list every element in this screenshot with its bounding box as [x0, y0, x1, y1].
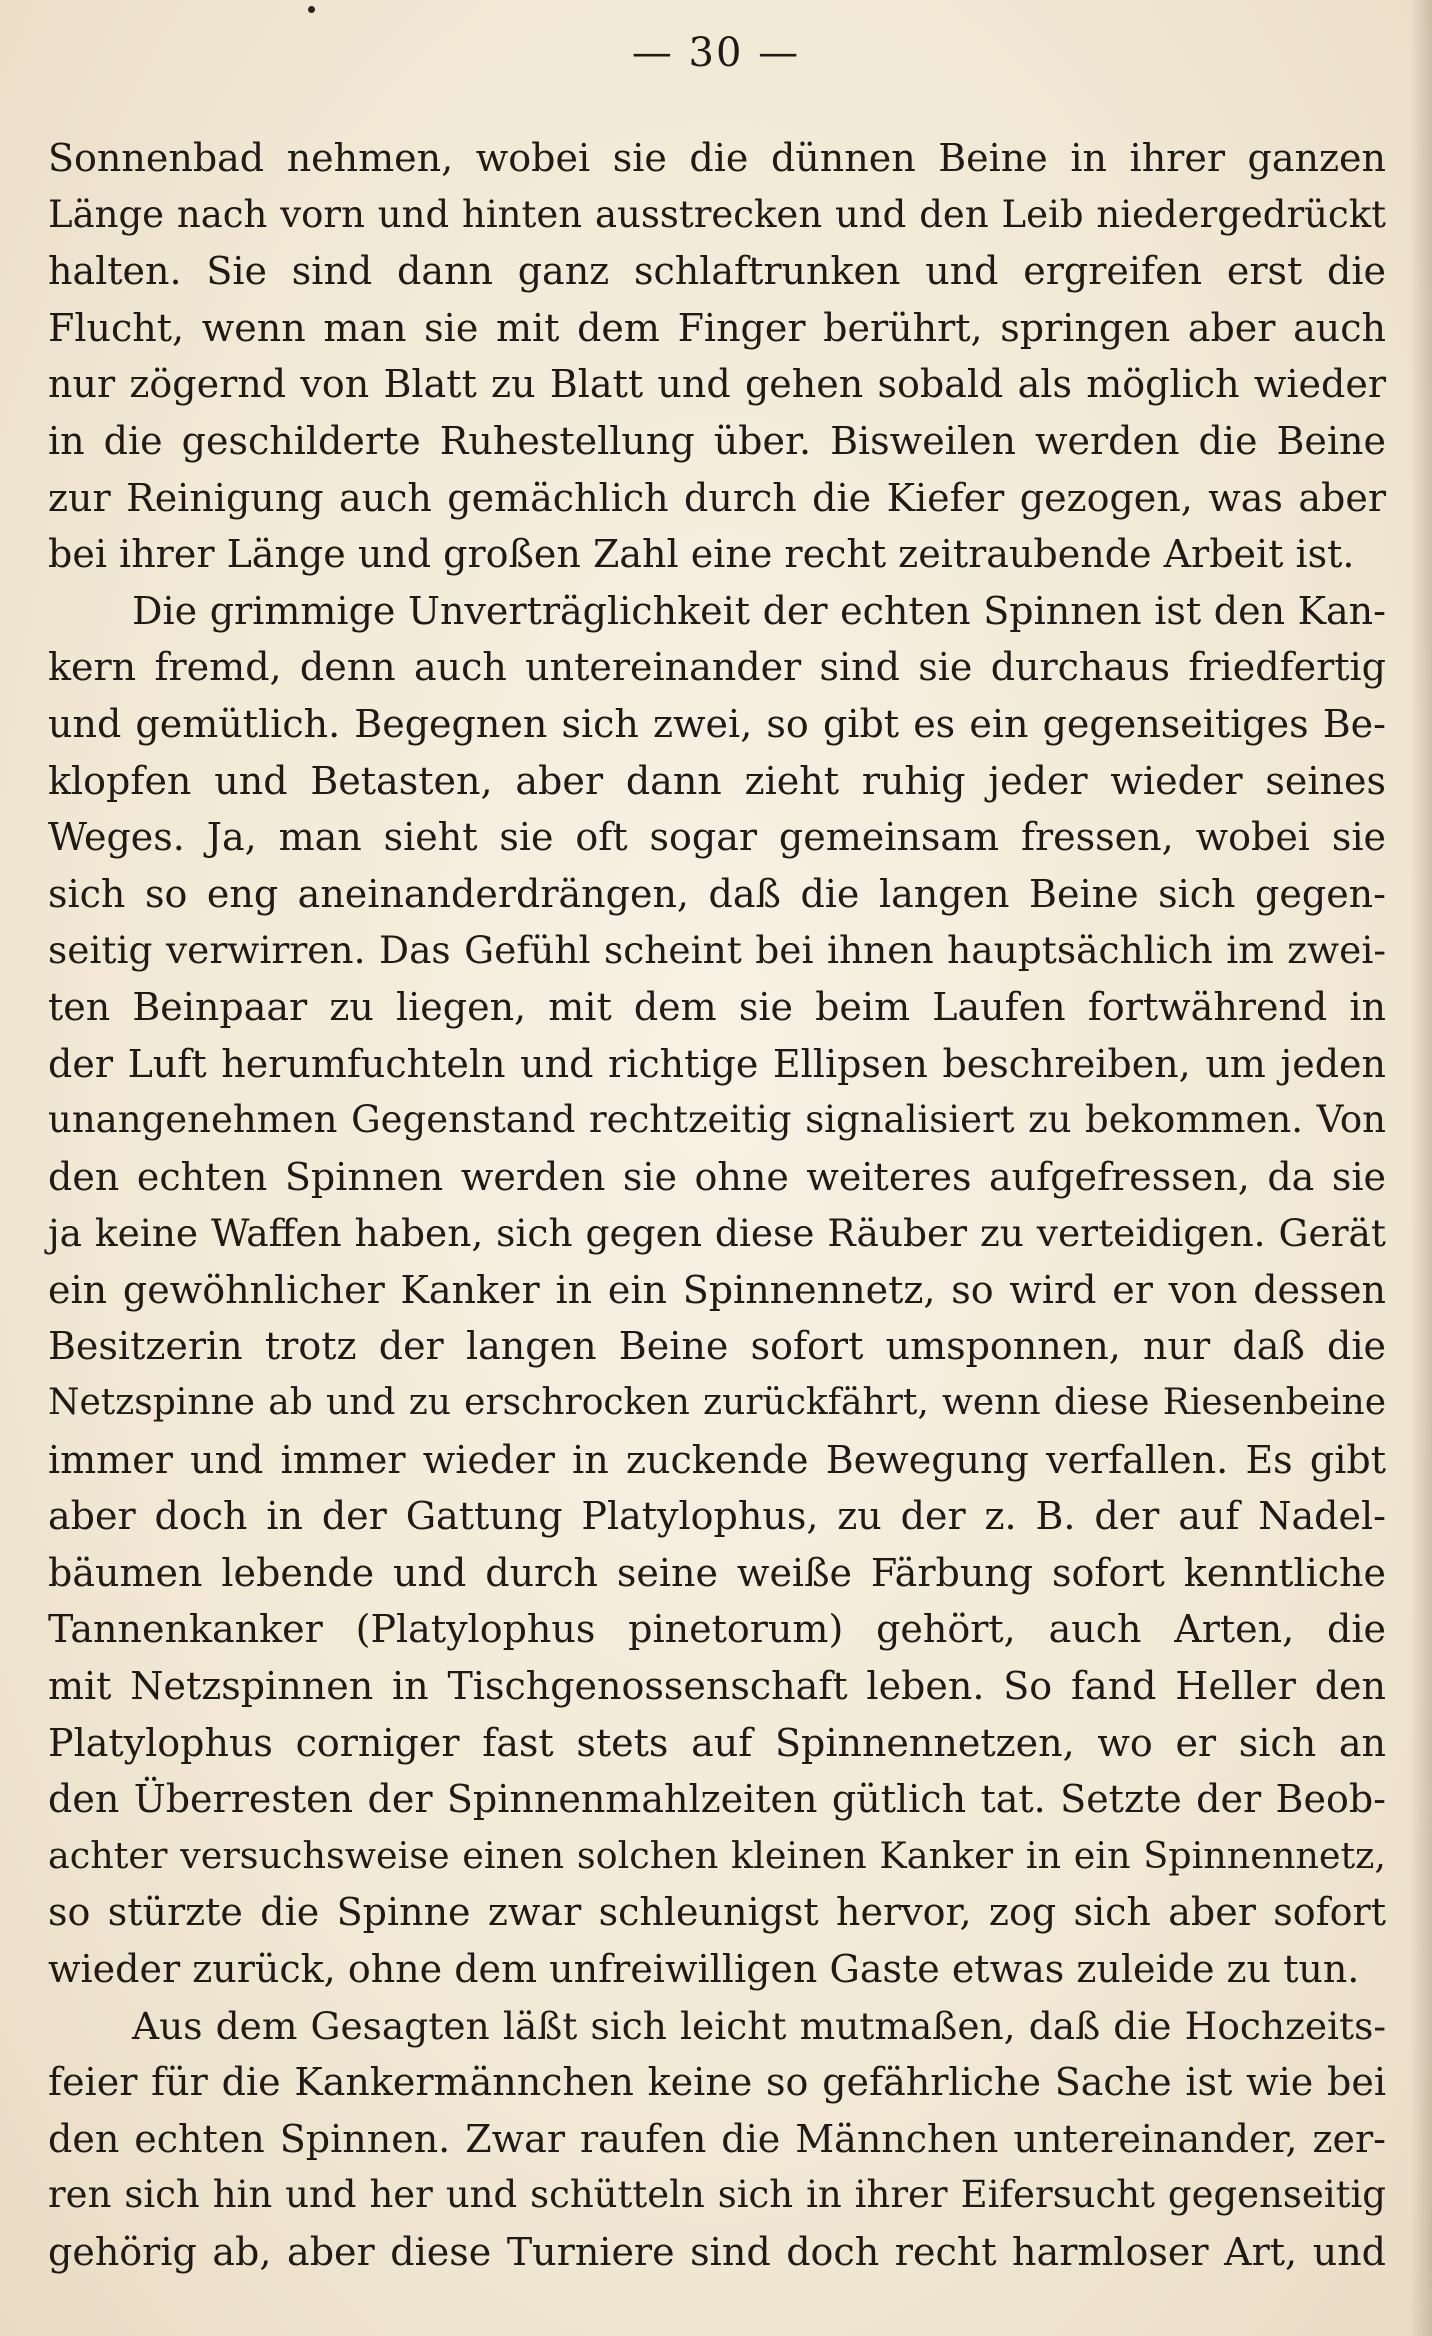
- text-line: Die grimmige Unverträglichkeit der echten Spinnen ist den Kan-: [132, 588, 1386, 633]
- text-line: den Überresten der Spinnenmahlzeiten gütlich tat. Setzte der Beob-: [48, 1777, 1386, 1822]
- text-line: den echten Spinnen werden sie ohne weiteres aufgefressen, da sie: [48, 1154, 1386, 1199]
- text-line: Netzspinne ab und zu erschrocken zurückfährt, wenn diese Riesenbeine: [48, 1382, 1386, 1424]
- text-line: Platylophus corniger fast stets auf Spinnennetzen, wo er sich an: [48, 1720, 1386, 1765]
- text-line: Besitzerin trotz der langen Beine sofort umsponnen, nur daß die: [48, 1324, 1386, 1369]
- text-line: nur zögernd von Blatt zu Blatt und gehen sobald als möglich wieder: [48, 362, 1386, 407]
- page-number: — 30 —: [631, 30, 801, 76]
- text-line: so stürzte die Spinne zwar schleunigst hervor, zog sich aber sofort: [48, 1890, 1386, 1935]
- paragraph: [48, 583, 1386, 1998]
- text-line: bäumen lebende und durch seine weiße Färbung sofort kenntliche: [48, 1550, 1386, 1595]
- text-line: Tannenkanker (Platylophus pinetorum) gehört, auch Arten, die: [48, 1607, 1386, 1652]
- text-line: ten Beinpaar zu liegen, mit dem sie beim Laufen fortwährend in: [48, 984, 1386, 1029]
- text-line: in die geschilderte Ruhestellung über. Bisweilen werden die Beine: [48, 418, 1386, 463]
- text-line: wieder zurück, ohne dem unfreiwilligen Gaste etwas zuleide zu tun.: [48, 1947, 1360, 1991]
- paragraph: [48, 130, 1386, 583]
- text-line: Weges. Ja, man sieht sie oft sogar gemeinsam fressen, wobei sie: [48, 815, 1386, 860]
- text-line: achter versuchsweise einen solchen kleinen Kanker in ein Spinnennetz,: [48, 1833, 1386, 1877]
- text-line: aber doch in der Gattung Platylophus, zu der z. B. der auf Nadel-: [48, 1494, 1386, 1539]
- text-line: gehörig ab, aber diese Turniere sind doch recht harmloser Art, und: [48, 2229, 1386, 2274]
- text-line: Flucht, wenn man sie mit dem Finger berührt, springen aber auch: [48, 305, 1386, 350]
- paragraph: [48, 1998, 1386, 2281]
- text-line: klopfen und Betasten, aber dann zieht ruhig jeder wieder seines: [48, 758, 1386, 803]
- text-line: zur Reinigung auch gemächlich durch die Kiefer gezogen, was aber: [48, 475, 1386, 520]
- text-line: Aus dem Gesagten läßt sich leicht mutmaßen, daß die Hochzeits-: [132, 2003, 1386, 2048]
- text-line: den echten Spinnen. Zwar raufen die Männchen untereinander, zer-: [48, 2116, 1386, 2161]
- text-line: halten. Sie sind dann ganz schlaftrunken und ergreifen erst die: [48, 249, 1386, 294]
- text-line: immer und immer wieder in zuckende Bewegung verfallen. Es gibt: [48, 1437, 1386, 1482]
- ink-dot: [308, 6, 315, 13]
- text-line: seitig verwirren. Das Gefühl scheint bei ihnen hauptsächlich im zwei-: [48, 928, 1386, 973]
- text-line: ja keine Waffen haben, sich gegen diese Räuber zu verteidigen. Gerät: [48, 1211, 1386, 1256]
- text-line: und gemütlich. Begegnen sich zwei, so gibt es ein gegenseitiges Be-: [48, 701, 1386, 746]
- text-line: ein gewöhnlicher Kanker in ein Spinnennetz, so wird er von dessen: [48, 1267, 1386, 1312]
- text-line: ren sich hin und her und schütteln sich in ihrer Eifersucht gegenseitig: [48, 2173, 1386, 2217]
- text-line: bei ihrer Länge und großen Zahl eine recht zeitraubende Arbeit ist.: [48, 532, 1355, 577]
- text-line: unangenehmen Gegenstand rechtzeitig signalisiert zu bekommen. Von: [48, 1098, 1386, 1142]
- text-line: der Luft herumfuchteln und richtige Ellipsen beschreiben, um jeden: [48, 1041, 1386, 1086]
- text-body: [48, 130, 1386, 2281]
- text-line: mit Netzspinnen in Tischgenossenschaft leben. So fand Heller den: [48, 1664, 1386, 1709]
- text-line: Länge nach vorn und hinten ausstrecken und den Leib niedergedrückt: [48, 192, 1386, 236]
- text-line: Sonnenbad nehmen, wobei sie die dünnen Beine in ihrer ganzen: [48, 136, 1386, 180]
- text-line: sich so eng aneinanderdrängen, daß die langen Beine sich gegen-: [48, 871, 1386, 916]
- text-line: kern fremd, denn auch untereinander sind sie durchaus friedfertig: [48, 645, 1386, 690]
- text-line: feier für die Kankermännchen keine so gefährliche Sache ist wie bei: [48, 2060, 1386, 2105]
